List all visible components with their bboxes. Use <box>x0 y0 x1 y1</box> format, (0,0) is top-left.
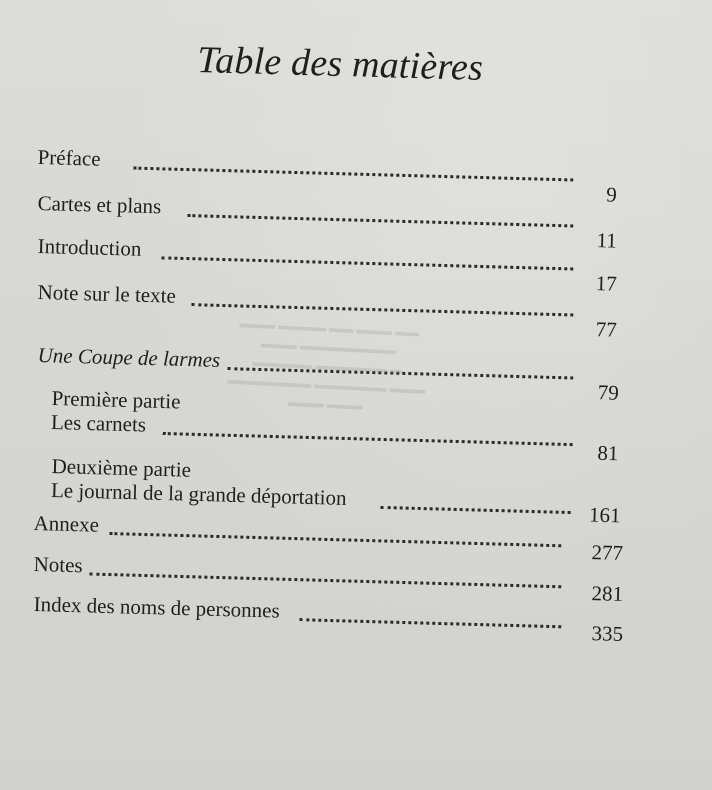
toc-entry-page-number: 9 <box>606 182 618 207</box>
toc-entry-page-number: 17 <box>595 271 618 296</box>
toc-entry-section-heading: Première partie <box>51 386 181 414</box>
show-through-text: ▬▬▬ ▬▬▬▬ ▬▬ ▬▬▬ ▬▬ ▬▬▬ ▬▬▬▬▬▬▬▬ ▬▬▬▬▬ ▬▬▬▬▬▬ ▬ ▬▬▬▬▬▬▬ ▬▬▬▬▬▬ ▬▬▬ ▬▬▬ ▬▬▬ <box>227 316 426 413</box>
toc-entry-section-heading: Deuxième partie <box>51 454 192 482</box>
toc-entry-page-number: 79 <box>597 380 620 405</box>
toc-entry-label: Index des noms de personnes <box>33 592 281 623</box>
page-title: Table des matières <box>196 38 484 89</box>
toc-entry-label: Notes <box>33 552 83 578</box>
toc-entry-page-number: 81 <box>597 440 619 466</box>
toc-entry-page-number: 281 <box>591 581 624 606</box>
toc-entry-page-number: 335 <box>591 621 624 646</box>
toc-entry-label: Une Coupe de larmes <box>37 343 221 372</box>
toc-entry-label: Annexe <box>33 511 100 537</box>
dot-leader <box>161 256 573 270</box>
dot-leader <box>133 167 573 182</box>
toc-entry-page-number: 77 <box>595 317 618 342</box>
dot-leader <box>89 573 561 589</box>
toc-entry-label: Note sur le texte <box>37 280 177 308</box>
dot-leader <box>163 432 573 446</box>
dot-leader <box>381 506 571 514</box>
toc-entry-page-number: 161 <box>588 502 621 528</box>
toc-entry-label: Cartes et plans <box>37 191 162 219</box>
dot-leader <box>299 618 561 628</box>
toc-entry-page-number: 277 <box>591 540 624 565</box>
toc-entry-label: Introduction <box>37 234 142 261</box>
toc-entry-label: Les carnets <box>50 409 147 437</box>
dot-leader <box>109 532 561 547</box>
dot-leader <box>187 214 573 227</box>
toc-entry-label: Préface <box>37 145 101 171</box>
toc-entry-label: Le journal de la grande déportation <box>50 477 347 510</box>
toc-entry-page-number: 11 <box>596 228 618 253</box>
